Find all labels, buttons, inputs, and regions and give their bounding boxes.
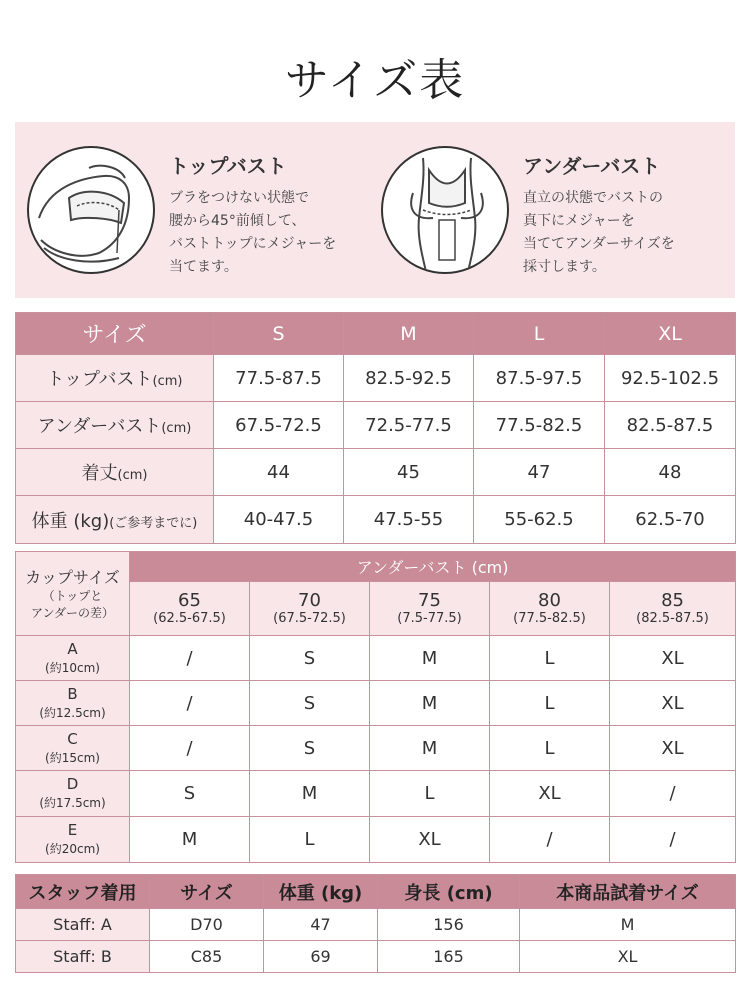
table-cell: /: [130, 681, 250, 726]
table-cell: 165: [378, 941, 520, 973]
table-cell: S: [250, 726, 370, 771]
table-cell: XL: [610, 681, 736, 726]
table-cell: 47: [474, 449, 605, 496]
table-cell: L: [490, 636, 610, 681]
table-cell: L: [490, 726, 610, 771]
under-bust-guide: [381, 122, 735, 298]
cup-size-table: [15, 551, 736, 863]
table-cell: M: [250, 771, 370, 817]
table-cell: M: [370, 726, 490, 771]
top-bust-text-line: ブラをつけない状態で: [169, 190, 309, 206]
staff-header: サイズ: [150, 875, 264, 909]
table-cell: 45: [344, 449, 474, 496]
table-cell: /: [610, 817, 736, 863]
cup-row-label: D (約17.5cm): [16, 771, 130, 817]
table-cell: 67.5-72.5: [214, 402, 344, 449]
top-bust-guide: [27, 122, 377, 298]
table-cell: D70: [150, 909, 264, 941]
under-bust-text-line: 直立の状態でバストの: [523, 190, 663, 206]
under-bust-column: 80 (77.5-82.5): [490, 582, 610, 636]
table-cell: 82.5-87.5: [605, 402, 736, 449]
page-title: サイズ表: [284, 55, 466, 106]
table-cell: 72.5-77.5: [344, 402, 474, 449]
table-cell: 156: [378, 909, 520, 941]
top-bust-text-line: 当てます。: [169, 259, 238, 275]
top-bust-text-line: 腰から45°前傾して、: [169, 213, 306, 229]
table-cell: M: [130, 817, 250, 863]
table-cell: 92.5-102.5: [605, 355, 736, 402]
table-cell: /: [610, 771, 736, 817]
measure-guide-panel: [15, 122, 735, 298]
table-cell: 87.5-97.5: [474, 355, 605, 402]
size-header: S: [214, 313, 344, 355]
size-header: M: [344, 313, 474, 355]
table-cell: 82.5-92.5: [344, 355, 474, 402]
under-bust-column: 75 (7.5-77.5): [370, 582, 490, 636]
table-cell: S: [250, 636, 370, 681]
top-bust-text-line: バストトップにメジャーを: [169, 236, 337, 252]
size-corner-header: サイズ: [16, 313, 214, 355]
table-cell: L: [370, 771, 490, 817]
staff-table: [15, 874, 736, 973]
top-bust-title: トップバスト: [169, 154, 287, 178]
cup-row-label: B (約12.5cm): [16, 681, 130, 726]
cup-row-label: A (約10cm): [16, 636, 130, 681]
table-cell: M: [370, 681, 490, 726]
table-cell: S: [250, 681, 370, 726]
under-bust-column: 65 (62.5-67.5): [130, 582, 250, 636]
under-bust-illustration-icon: [381, 146, 509, 274]
table-cell: 48: [605, 449, 736, 496]
table-cell: L: [490, 681, 610, 726]
cup-row-label: C (約15cm): [16, 726, 130, 771]
under-bust-text-line: 真下にメジャーを: [523, 213, 635, 229]
cup-size-header: カップサイズ （トップと アンダーの差）: [16, 552, 130, 636]
table-cell: 47.5-55: [344, 496, 474, 544]
size-header: XL: [605, 313, 736, 355]
table-cell: 55-62.5: [474, 496, 605, 544]
table-cell: /: [130, 726, 250, 771]
table-cell: M: [520, 909, 736, 941]
table-cell: XL: [610, 636, 736, 681]
staff-name: Staff: B: [16, 941, 150, 973]
table-cell: 77.5-82.5: [474, 402, 605, 449]
table-cell: /: [130, 636, 250, 681]
staff-name: Staff: A: [16, 909, 150, 941]
table-cell: L: [250, 817, 370, 863]
row-label-length: 着丈(cm): [16, 449, 214, 496]
table-cell: XL: [490, 771, 610, 817]
staff-header: 本商品試着サイズ: [520, 875, 736, 909]
table-cell: XL: [370, 817, 490, 863]
table-cell: /: [490, 817, 610, 863]
table-cell: S: [130, 771, 250, 817]
size-header: L: [474, 313, 605, 355]
table-cell: C85: [150, 941, 264, 973]
under-bust-column: 70 (67.5-72.5): [250, 582, 370, 636]
table-cell: 40-47.5: [214, 496, 344, 544]
table-cell: 62.5-70: [605, 496, 736, 544]
under-bust-text-line: 採寸します。: [523, 259, 606, 275]
staff-header: 身長 (cm): [378, 875, 520, 909]
under-bust-text-line: 当ててアンダーサイズを: [523, 236, 675, 252]
staff-header: 体重 (kg): [264, 875, 378, 909]
row-label-top-bust: トップバスト(cm): [16, 355, 214, 402]
table-cell: M: [370, 636, 490, 681]
table-cell: 77.5-87.5: [214, 355, 344, 402]
table-cell: XL: [610, 726, 736, 771]
size-table: [15, 312, 736, 544]
row-label-weight: 体重 (kg)(ご参考までに): [16, 496, 214, 544]
staff-header: スタッフ着用: [16, 875, 150, 909]
table-cell: 47: [264, 909, 378, 941]
row-label-under-bust: アンダーバスト(cm): [16, 402, 214, 449]
under-bust-header: アンダーバスト (cm): [130, 552, 736, 582]
under-bust-column: 85 (82.5-87.5): [610, 582, 736, 636]
cup-row-label: E (約20cm): [16, 817, 130, 863]
table-cell: XL: [520, 941, 736, 973]
table-cell: 69: [264, 941, 378, 973]
table-cell: 44: [214, 449, 344, 496]
top-bust-illustration-icon: [27, 146, 155, 274]
under-bust-title: アンダーバスト: [523, 154, 661, 178]
